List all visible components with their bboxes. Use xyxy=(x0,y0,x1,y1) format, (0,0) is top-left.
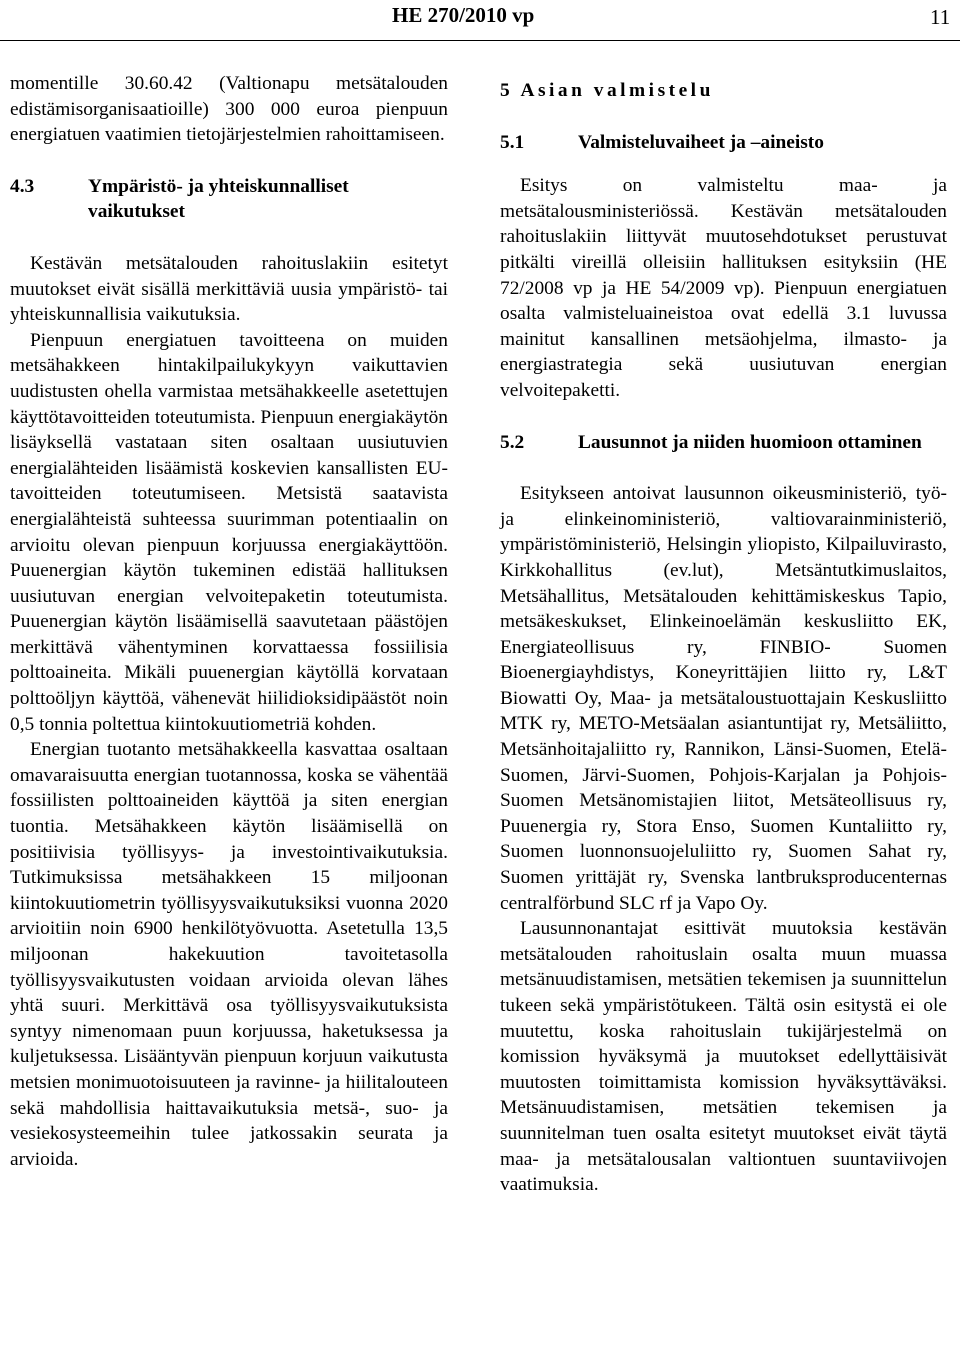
paragraph: Kestävän metsätalouden rahoituslakiin esitetyt muutokset eivät sisällä merkittäviä uusia ympäristö- tai yhteiskunnallisia vaikutuksia. xyxy=(10,252,448,326)
section-heading-5-1 xyxy=(500,130,947,156)
section-number: 5 xyxy=(500,80,514,101)
page-number: 11 xyxy=(930,5,951,29)
left-column xyxy=(10,71,448,1172)
right-column xyxy=(500,78,947,1198)
paragraph: Esitykseen antoivat lausunnon oikeusministeriö, työ- ja elinkeinoministeriö, valtiovarainministeriö, ympäristöministeriö, Helsingin yliopisto, Kilpailuvirasto, Kirkkohallitus (ev.lut), Metsäntutkimuslaitos, Metsähallitus, Metsätalouden kehittämiskeskus Tapio, metsäkeskukset, Elinkeinoelämän keskusliitto EK, Energiateollisuus ry, FINBIO- Suomen Bioenergiayhdistys, Koneyrittäjien liitto ry, L&T Biowatti Oy, Maa- ja metsätaloustuottajain Keskusliitto MTK ry, METO-Metsäalan asiantuntijat ry, Metsäliitto, Metsänhoitajaliitto ry, Rannikon, Länsi-Suomen, Etelä-Suomen, Järvi-Suomen, Pohjois-Karjalan ja Pohjois-Suomen Metsänomistajien liitot, Metsäteollisuus ry, Puuenergia ry, Stora Enso, Suomen Kuntaliitto ry, Suomen luonnonsuojeluliitto ry, Suomen Sahat ry, Suomen yrittäjät ry, Svenska lantbruksproducenternas centralförbund SLC rf ja Vapo Oy. xyxy=(500,483,947,914)
section-title: Asian valmistelu xyxy=(520,80,714,101)
paragraph: Esitys on valmisteltu maa- ja metsätalousministeriössä. Kestävän metsätalouden rahoituslakiin liittyvät muutosehdotukset perustuvat pitkälti vireillä olleisiin hallituksen esityksiin (HE 72/2008 vp ja HE 54/2009 vp). Pienpuun energiatuen osalta valmisteluaineistoa ovat edellä 3.1 luvussa mainitut kansallinen metsäohjelma, ilmasto- ja energiastrategia sekä uusiutuvan energian velvoitepaketti. xyxy=(500,175,947,401)
section-number: 5.2 xyxy=(500,431,525,453)
paragraph: Energian tuotanto metsähakkeella kasvattaa osaltaan omavaraisuutta energian tuotannossa, koska se vähentää fossiilisten polttoaineiden käyttöä ja siten energian tuontia. Metsähakkeen käytön lisäämisellä on positiivisia työllisyys- ja investointivaikutuksia. Tutkimuksissa metsähakkeen 15 miljoonan kiintokuutiometrin työllisyysvaikutuksiksi vuonna 2020 arvioitiin noin 6900 henkilötyövuotta. Asetetulla 13,5 miljoonan hakekuution tavoitetasolla työllisyysvaikutusten voidaan arvioida olevan lähes yhtä suuri. Merkittävä osa työllisyysvaikutuksista syntyy nimenomaan puun korjuussa, haketuksessa ja kuljetuksessa. Lisääntyvän pienpuun korjuun vaikutusta metsien monimuotoisuuteen ja ravinne- ja hiilitalouteen sekä mahdollisia haittavaikutuksia metsä-, suo- ja vesiekosysteemeihin tulee jatkossakin seurata ja arvioida. xyxy=(10,739,448,1170)
paragraph-intro: momentille 30.60.42 (Valtionapu metsätalouden edistämisorganisaatioille) 300 000 euroa pienpuun energiatuen vaatimien tietojärjestelmien rahoittamiseen. xyxy=(10,73,448,146)
section-number: 4.3 xyxy=(10,175,35,197)
section-heading-5 xyxy=(500,78,947,104)
paragraph: Pienpuun energiatuen tavoitteena on muiden metsähakkeen hintakilpailukykyyn vaikuttavien uudistusten ohella varmistaa metsähakkeelle asetettujen käyttötavoitteiden toteutumista. Pienpuun energiakäytön lisäyksellä vastataan siten osaltaan uusiutuvien energialähteiden lisäämistä koskevien kansallisten EU-tavoitteiden toteutumiseen. Metsistä saatavista energialähteistä suhteessa suurimman potentiaalin on arvioitu olevan pienpuun korjuussa energiakäyttöön. Puuenergian käytön tukeminen edistää hallituksen uusiutuvan energian velvoitepaketin toteutumista. Puuenergian käytön lisäämisellä saavutetaan päästöjen merkittävä vähentyminen korvattaessa fossiilisia polttoaineita. Mikäli puuenergian käytöllä korvataan polttoöljyn käyttöä, vähenevät hiilidioksidipäästöt noin 0,5 tonnia poltettua kiintokuutiometriä kohden. xyxy=(10,329,448,735)
section-title: Valmisteluvaiheet ja –aineisto xyxy=(578,131,824,153)
section-heading-4-3 xyxy=(10,174,448,225)
running-header xyxy=(0,0,960,41)
section-title: Lausunnot ja niiden huomioon ottaminen xyxy=(578,431,922,453)
section-heading-5-2 xyxy=(500,430,947,456)
section-number: 5.1 xyxy=(500,131,525,153)
paragraph: Lausunnonantajat esittivät muutoksia kestävän metsätalouden rahoituslain osalta muun muassa metsänuudistamisen, metsätien tekemisen ja suunnittelun tukeen sekä ympäristötukeen. Tältä osin esitystä ei ole muutettu, koska rahoituslain tukijärjestelmä on komission hyväksymä ja muutokset edellyttäisivät muutosten toimittamista komission hyväksyttäväksi. Metsänuudistamisen, metsätien tekemisen ja suunnitelman tuen osalta esitetyt muutokset eivät täytä maa- ja metsätalousalan valtiontuen suuntaviivojen vaatimuksia. xyxy=(500,918,947,1196)
document-id: HE 270/2010 vp xyxy=(392,3,535,27)
section-title: Ympäristö- ja yhteiskunnalliset vaikutukset xyxy=(88,175,349,223)
